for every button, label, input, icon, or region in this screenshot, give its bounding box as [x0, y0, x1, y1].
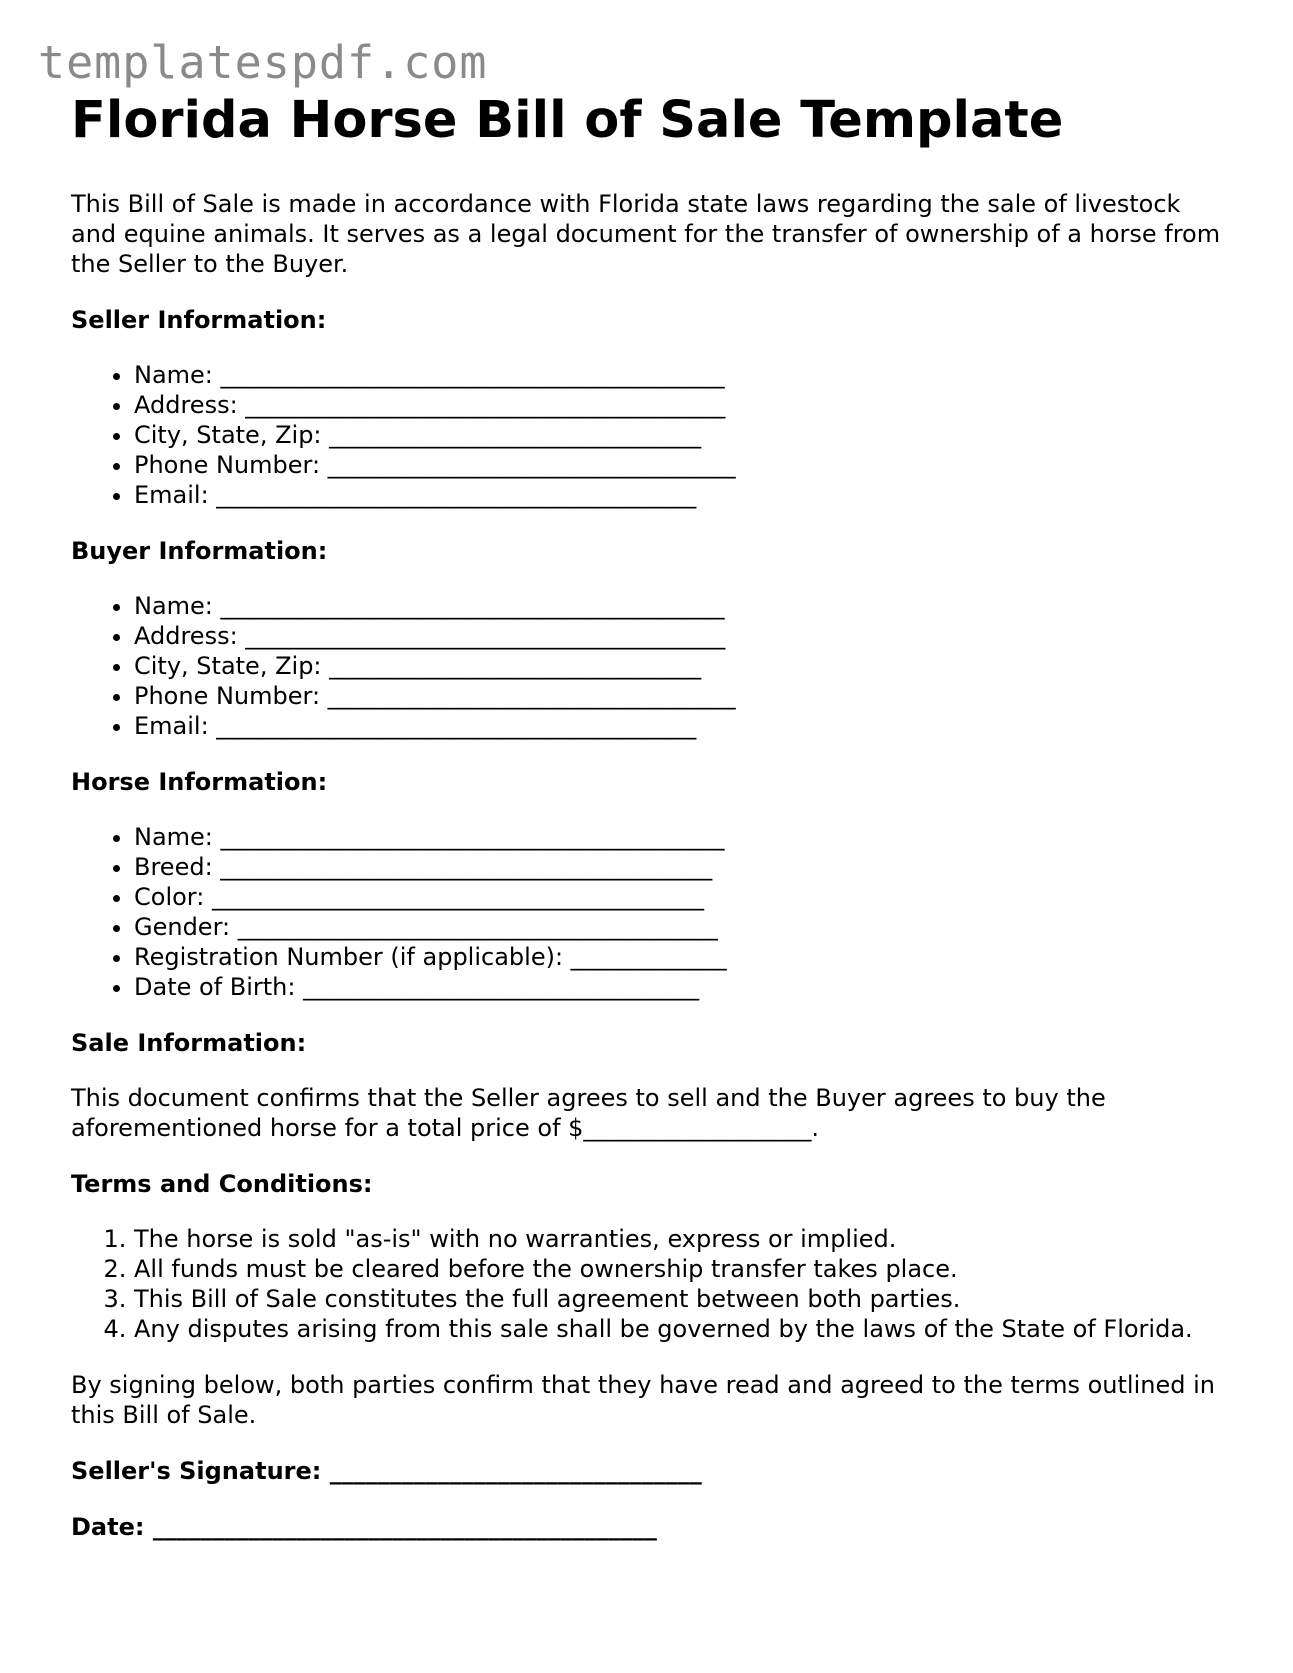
horse-birth-date-field: • Date of Birth: _________________________________ — [134, 972, 1231, 1002]
buyer-name-field: • Name: __________________________________________ — [134, 591, 1231, 621]
seller-section-heading: Seller Information: — [71, 305, 327, 334]
seller-address-field: • Address: ________________________________________ — [134, 390, 1231, 420]
seller-phone-field: • Phone Number: __________________________________ — [134, 450, 1231, 480]
horse-color-field: • Color: _________________________________________ — [134, 882, 1231, 912]
document-page — [71, 92, 1231, 1566]
term-item: 2. All funds must be cleared before the ownership transfer takes place. — [134, 1254, 1231, 1284]
buyer-address-field: • Address: ________________________________________ — [134, 621, 1231, 651]
term-item: 4. Any disputes arising from this sale shall be governed by the laws of the State of Florida. — [134, 1314, 1231, 1344]
horse-name-field: • Name: __________________________________________ — [134, 822, 1231, 852]
horse-field-list — [71, 822, 1231, 1002]
buyer-city-state-zip-field: • City, State, Zip: _______________________________ — [134, 651, 1231, 681]
signing-paragraph: By signing below, both parties confirm that they have read and agreed to the terms outlined in this Bill of Sale. — [71, 1370, 1215, 1429]
seller-signature-line: Seller's Signature: _______________________________ — [71, 1456, 702, 1485]
sale-section-heading: Sale Information: — [71, 1028, 307, 1057]
terms-section-heading: Terms and Conditions: — [71, 1169, 373, 1198]
buyer-section-heading: Buyer Information: — [71, 536, 328, 565]
watermark: templatespdf.com — [38, 36, 488, 89]
buyer-phone-field: • Phone Number: __________________________________ — [134, 681, 1231, 711]
horse-section-heading: Horse Information: — [71, 767, 328, 796]
seller-field-list — [71, 360, 1231, 510]
terms-list — [71, 1224, 1231, 1344]
term-item: 1. The horse is sold "as-is" with no warranties, express or implied. — [134, 1224, 1231, 1254]
seller-email-field: • Email: ________________________________________ — [134, 480, 1231, 510]
buyer-email-field: • Email: ________________________________________ — [134, 711, 1231, 741]
horse-breed-field: • Breed: _________________________________________ — [134, 852, 1231, 882]
intro-paragraph: This Bill of Sale is made in accordance with Florida state laws regarding the sale of livestock and equine animals. It serves as a legal document for the transfer of ownership of a horse from the Seller to the Buyer. — [71, 189, 1221, 278]
sale-paragraph: This document confirms that the Seller agrees to sell and the Buyer agrees to buy the aforementioned horse for a total price of $___________________. — [71, 1083, 1106, 1142]
term-item: 3. This Bill of Sale constitutes the full agreement between both parties. — [134, 1284, 1231, 1314]
horse-gender-field: • Gender: ________________________________________ — [134, 912, 1231, 942]
seller-name-field: • Name: __________________________________________ — [134, 360, 1231, 390]
page-title: Florida Horse Bill of Sale Template — [71, 91, 1064, 150]
buyer-field-list — [71, 591, 1231, 741]
horse-registration-field: • Registration Number (if applicable): _____________ — [134, 942, 1231, 972]
seller-city-state-zip-field: • City, State, Zip: _______________________________ — [134, 420, 1231, 450]
date-line: Date: __________________________________________ — [71, 1512, 657, 1541]
